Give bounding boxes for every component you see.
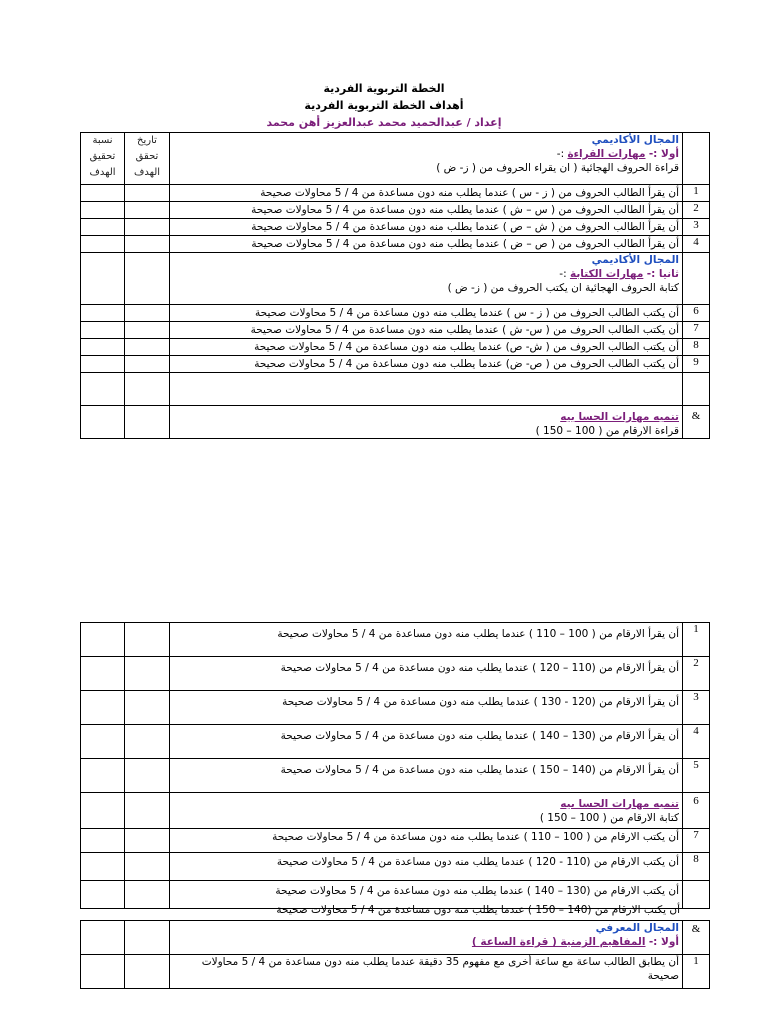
writing-section-header [170, 253, 683, 305]
section-marker: & [683, 921, 710, 955]
cognitive-section-header [170, 921, 683, 955]
table-row [81, 955, 710, 989]
table-row [81, 406, 710, 439]
math-writing-header [170, 793, 683, 829]
section-intro: كتابة الحروف الهجائية ان يكتب الحروف من ( ز- ض ) [447, 282, 679, 294]
table-row [81, 219, 710, 236]
goal-text: أن يقرأ الارقام من (120 - 130 ) عندما يطلب منه دون مساعدة من 4 / 5 محاولات صحيحة [170, 691, 683, 725]
goal-number: 4 [683, 236, 710, 253]
floating-goal-text: أن يكتب الارقام من (140 – 150 ) عندما يطلب منه دون مساعدة من 4 / 5 محاولات صحيحة [276, 904, 680, 916]
date-column-header: تاريخ تحقق الهدف [125, 133, 170, 185]
goal-text: أن يقرأ الارقام من (130 – 140 ) عندما يطلب منه دون مساعدة من 4 / 5 محاولات صحيحة [170, 725, 683, 759]
section-title: تنميه مهارات الحسا بيه [560, 411, 679, 423]
table-row [81, 133, 710, 185]
goal-number: 8 [683, 339, 710, 356]
table-row [81, 853, 710, 881]
goal-text: أن يقرأ الارقام من (140 – 150 ) عندما يطلب منه دون مساعدة من 4 / 5 محاولات صحيحة [170, 759, 683, 793]
goal-number: 7 [683, 829, 710, 853]
table-row [81, 691, 710, 725]
table-row [81, 236, 710, 253]
table-row [81, 322, 710, 339]
goals-table-3 [80, 920, 710, 989]
goals-table-1 [80, 132, 710, 439]
goal-number [683, 881, 710, 909]
goal-number: 1 [683, 955, 710, 989]
goal-number: 7 [683, 322, 710, 339]
table-row [81, 202, 710, 219]
goal-number: 1 [683, 623, 710, 657]
goal-number: 1 [683, 185, 710, 202]
domain-label: المجال الأكاديمي [591, 134, 679, 146]
goal-number: 3 [683, 219, 710, 236]
goal-number: 2 [683, 657, 710, 691]
table-row [81, 793, 710, 829]
goals-table-2 [80, 622, 710, 909]
table-row [81, 725, 710, 759]
section-suffix: :- [559, 268, 567, 280]
goal-number: 5 [683, 759, 710, 793]
table-row [81, 253, 710, 305]
section-title: مهارات القراءة [567, 148, 646, 160]
section-suffix: :- [556, 148, 565, 160]
goal-text: أن يكتب الطالب الحروف من ( ز - س ) عندما يطلب منه دون مساعدة من 4 / 5 محاولات صحيحة [170, 305, 683, 322]
table-row [81, 339, 710, 356]
goal-text: أن يقرأ الارقام من ( 100 – 110 ) عندما يطلب منه دون مساعدة من 4 / 5 محاولات صحيحة [170, 623, 683, 657]
goal-text: أن يقرأ الطالب الحروف من ( ص – ض ) عندما يطلب منه دون مساعدة من 4 / 5 محاولات صحيحة [170, 236, 683, 253]
goal-text: أن يكتب الارقام من ( 100 – 110 ) عندما يطلب منه دون مساعدة من 4 / 5 محاولات صحيحة [170, 829, 683, 853]
goal-text: أن يكتب الارقام من (110 - 120 ) عندما يطلب منه دون مساعدة من 4 / 5 محاولات صحيحة [170, 853, 683, 881]
goal-text: أن يقرأ الطالب الحروف من ( س – ش ) عندما يطلب منه دون مساعدة من 4 / 5 محاولات صحيحة [170, 202, 683, 219]
table-row [81, 305, 710, 322]
section-title: تنميه مهارات الحسا بيه [560, 797, 679, 810]
table-row [81, 623, 710, 657]
table-row [81, 657, 710, 691]
table-row [81, 373, 710, 406]
goal-text: أن يقرأ الارقام من (110 – 120 ) عندما يطلب منه دون مساعدة من 4 / 5 محاولات صحيحة [170, 657, 683, 691]
section-prefix: ثانيا :- [646, 268, 679, 280]
domain-label: المجال المعرفي [595, 922, 679, 934]
document-subtitle: أهداف الخطة التربوية الفردية [304, 99, 464, 112]
section-title: مهارات الكتابة [569, 268, 644, 280]
section-intro: قراءة الارقام من ( 100 – 150 ) [535, 425, 679, 437]
goal-text: أن يقرأ الطالب الحروف من ( ش – ص ) عندما يطلب منه دون مساعدة من 4 / 5 محاولات صحيحة [170, 219, 683, 236]
percent-column-header: نسبة تحقيق الهدف [81, 133, 125, 185]
goal-text: أن يكتب الطالب الحروف من ( ص- ض) عندما يطلب منه دون مساعدة من 4 / 5 محاولات صحيحة [170, 356, 683, 373]
goal-text: أن يكتب الطالب الحروف من ( ش- ص) عندما يطلب منه دون مساعدة من 4 / 5 محاولات صحيحة [170, 339, 683, 356]
math-section-header [170, 406, 683, 439]
goal-number: 3 [683, 691, 710, 725]
goal-text: أن يطابق الطالب ساعة مع ساعة أخرى مع مفهوم 35 دقيقة عندما يطلب منه دون مساعدة من 4 / 5 محاولات صحيحة [170, 955, 683, 989]
goal-number: 8 [683, 853, 710, 881]
goal-number: 6 [683, 305, 710, 322]
table-row [81, 759, 710, 793]
section-prefix: أولا :- [648, 936, 679, 948]
goal-number: 4 [683, 725, 710, 759]
section-prefix: أولا :- [648, 148, 679, 160]
goal-number: 6 [683, 793, 710, 829]
section-marker: & [683, 406, 710, 439]
table-row [81, 829, 710, 853]
section-intro: قراءة الحروف الهجائية ( ان يقراء الحروف من ( ز- ض ) [436, 162, 679, 174]
goal-number: 9 [683, 356, 710, 373]
reading-section-header [170, 133, 683, 185]
document-author: إعداد / عبدالحميد محمد عبدالعزيز أهن محمد [266, 116, 502, 129]
goal-number: 2 [683, 202, 710, 219]
goal-text: أن يقرأ الطالب الحروف من ( ز - س ) عندما يطلب منه دون مساعدة من 4 / 5 محاولات صحيحة [170, 185, 683, 202]
document-title: الخطة التربوية الفردية [323, 82, 445, 95]
goal-text: أن يكتب الارقام من (130 – 140 ) عندما يطلب منه دون مساعدة من 4 / 5 محاولات صحيحة [170, 881, 683, 909]
section-intro: كتابة الارقام من ( 100 – 150 ) [539, 811, 679, 824]
table-row [81, 921, 710, 955]
table-row [81, 185, 710, 202]
domain-label: المجال الأكاديمي [591, 254, 679, 266]
goal-text: أن يكتب الطالب الحروف من ( س- ش ) عندما يطلب منه دون مساعدة من 4 / 5 محاولات صحيحة [170, 322, 683, 339]
table-row [81, 356, 710, 373]
section-title: المفاهيم الزمنية ( قراءة الساعة ) [471, 936, 646, 948]
